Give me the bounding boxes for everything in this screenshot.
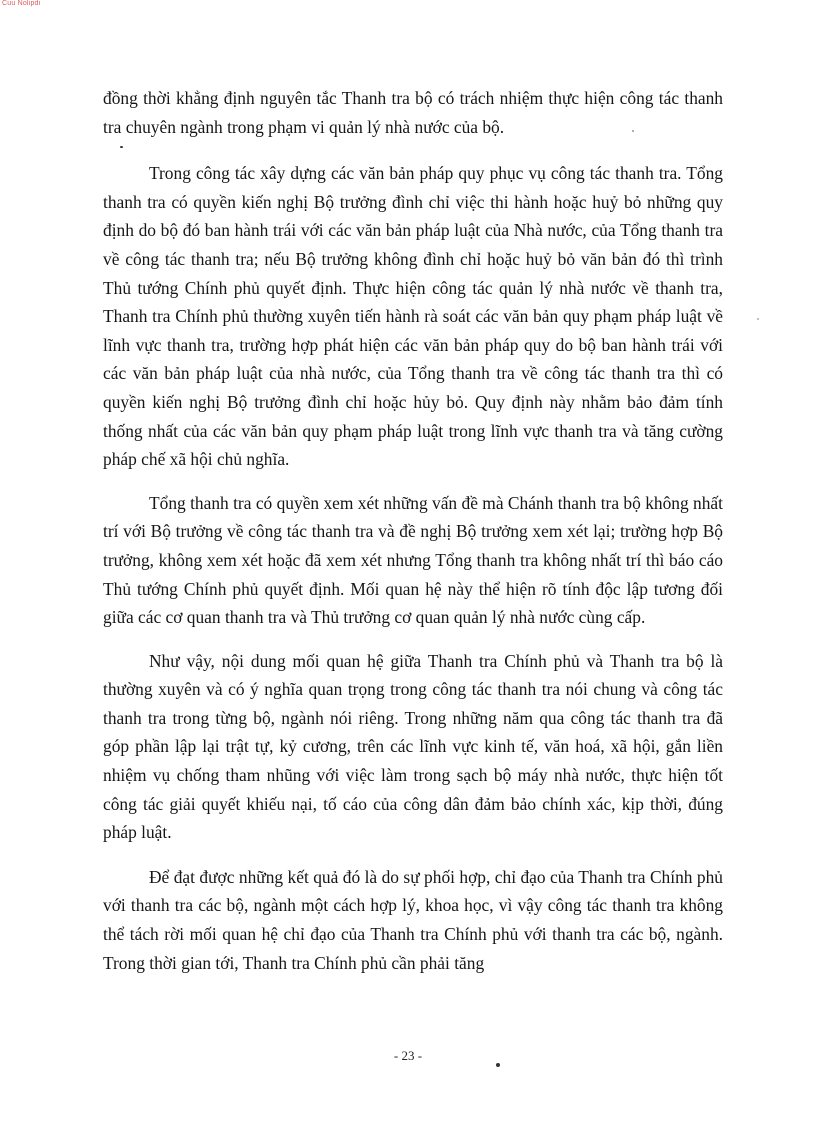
paragraph-3: Tổng thanh tra có quyền xem xét những vấn đề mà Chánh thanh tra bộ không nhất trí với Bộ trưởng về công tác thanh tra và đề nghị Bộ trưởng xem xét lại; trường hợp Bộ trưởng, không xem xét hoặc đã xem xét nhưng Tổng thanh tra không nhất trí thì báo cáo Thủ tướng Chính phủ quyết định. Mối quan hệ này thể hiện rõ tính độc lập tương đối giữa các cơ quan thanh tra và Thủ trưởng cơ quan quản lý nhà nước cùng cấp. (103, 492, 723, 628)
scan-speck (496, 1063, 500, 1067)
paragraph-2: Trong công tác xây dựng các văn bản pháp quy phục vụ công tác thanh tra. Tổng thanh tra có quyền kiến nghị Bộ trưởng đình chỉ việc thi hành hoặc huỷ bỏ những quy định do bộ đó ban hành trái với các văn bản pháp luật của Nhà nước, của Tổng thanh tra về công tác thanh tra; nếu Bộ trưởng không đình chỉ hoặc huỷ bỏ văn bản đó thì trình Thủ tướng Chính phủ quyết định. Thực hiện công tác quản lý nhà nước về thanh tra, Thanh tra Chính phủ thường xuyên tiến hành rà soát các văn bản quy phạm pháp luật về lĩnh vực thanh tra, trường hợp phát hiện các văn bản pháp quy do bộ ban hành trái với các văn bản pháp luật của nhà nước, của Tổng thanh tra về công tác thanh tra thì có quyền kiến nghị Bộ trưởng đình chỉ hoặc hủy bỏ. Quy định này nhằm bảo đảm tính thống nhất của các văn bản quy phạm pháp luật trong lĩnh vực thanh tra và tăng cường pháp chế xã hội chủ nghĩa. (103, 163, 723, 470)
paragraph-5: Để đạt được những kết quả đó là do sự phối hợp, chỉ đạo của Thanh tra Chính phủ với thanh tra các bộ, ngành một cách hợp lý, khoa học, vì vậy công tác thanh tra không thể tách rời mối quan hệ chỉ đạo của Thanh tra Chính phủ với thanh tra các bộ, ngành. Trong thời gian tới, Thanh tra Chính phủ cần phải tăng (103, 866, 723, 973)
scan-speck (632, 130, 634, 132)
page-number: - 23 - (393, 1048, 423, 1063)
watermark-text: Cuu Nolipdi (2, 0, 41, 7)
paragraph-4: Như vậy, nội dung mối quan hệ giữa Thanh tra Chính phủ và Thanh tra bộ là thường xuyên và có ý nghĩa quan trọng trong công tác thanh tra nói chung và công tác thanh tra trong từng bộ, ngành nói riêng. Trong những năm qua công tác thanh tra đã góp phần lập lại trật tự, kỷ cương, trên các lĩnh vực kinh tế, văn hoá, xã hội, gắn liền nhiệm vụ chống tham nhũng với việc làm trong sạch bộ máy nhà nước, thực hiện tốt công tác giải quyết khiếu nại, tố cáo của công dân đảm bảo chính xác, kịp thời, đúng pháp luật. (103, 650, 723, 843)
scan-speck (120, 146, 123, 148)
scan-speck (757, 318, 759, 320)
paragraph-1: đồng thời khẳng định nguyên tắc Thanh tra bộ có trách nhiệm thực hiện công tác thanh tra chuyên ngành trong phạm vi quản lý nhà nước của bộ. (103, 88, 723, 137)
document-page (103, 84, 723, 977)
